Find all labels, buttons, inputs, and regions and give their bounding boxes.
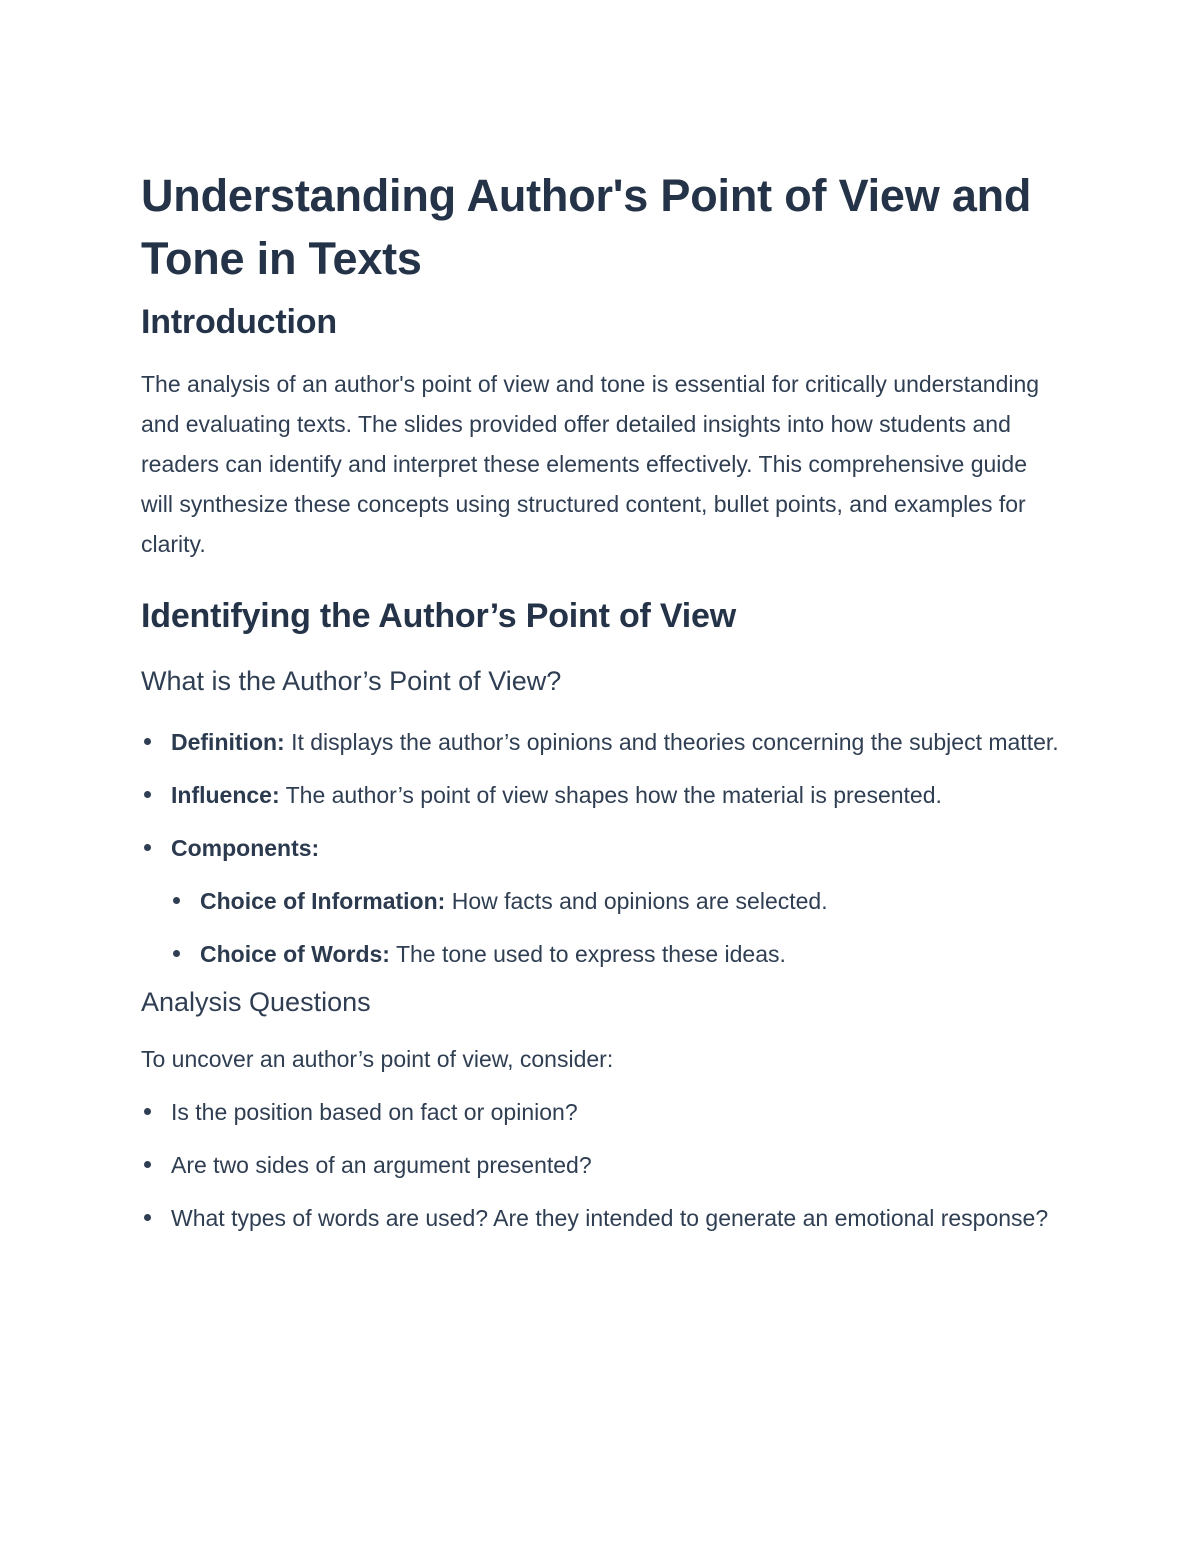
sublist-item-choice-of-words	[141, 934, 1061, 974]
list-item-text: How facts and opinions are selected.	[445, 888, 828, 914]
list-item	[141, 1145, 1061, 1185]
document-page	[141, 164, 1061, 1251]
point-of-view-list	[141, 722, 1061, 974]
list-item-term: Components:	[171, 835, 320, 861]
bullet-icon	[173, 897, 180, 904]
list-item-text: The author’s point of view shapes how the material is presented.	[279, 782, 942, 808]
point-of-view-heading: Identifying the Author’s Point of View	[141, 597, 736, 635]
bullet-icon	[144, 791, 151, 798]
list-item-text: What types of words are used? Are they intended to generate an emotional response?	[171, 1205, 1049, 1231]
list-item-components	[141, 828, 1061, 974]
list-item-influence	[141, 775, 1061, 815]
introduction-heading: Introduction	[141, 303, 337, 341]
bullet-icon	[173, 950, 180, 957]
point-of-view-subheading: What is the Author’s Point of View?	[141, 666, 562, 696]
components-sublist	[141, 881, 1061, 974]
list-item-text: It displays the author’s opinions and theories concerning the subject matter.	[284, 729, 1059, 755]
analysis-questions-intro: To uncover an author’s point of view, consider:	[141, 1046, 614, 1072]
list-item-term: Choice of Words:	[200, 941, 390, 967]
bullet-icon	[144, 1108, 151, 1115]
sublist-item-choice-of-information	[141, 881, 1061, 921]
analysis-questions-heading: Analysis Questions	[141, 987, 371, 1017]
list-item-definition	[141, 722, 1061, 762]
list-item	[141, 1092, 1061, 1132]
list-item-text: The tone used to express these ideas.	[389, 941, 786, 967]
bullet-icon	[144, 844, 151, 851]
bullet-icon	[144, 1161, 151, 1168]
list-item-text: Is the position based on fact or opinion?	[171, 1099, 578, 1125]
document-title: Understanding Author's Point of View and Tone in Texts	[141, 170, 1032, 284]
analysis-questions-list	[141, 1092, 1061, 1238]
list-item-term: Definition:	[171, 729, 285, 755]
list-item-term: Choice of Information:	[200, 888, 446, 914]
introduction-paragraph: The analysis of an author's point of view and tone is essential for critically understanding and evaluating texts. The slides provided offer detailed insights into how students and readers can identify and interpret these elements effectively. This comprehensive guide will synthesize these concepts using structured content, bullet points, and examples for clarity.	[141, 371, 1040, 557]
bullet-icon	[144, 1214, 151, 1221]
list-item-text: Are two sides of an argument presented?	[171, 1152, 592, 1178]
list-item-term: Influence:	[171, 782, 280, 808]
list-item	[141, 1198, 1061, 1238]
bullet-icon	[144, 738, 151, 745]
